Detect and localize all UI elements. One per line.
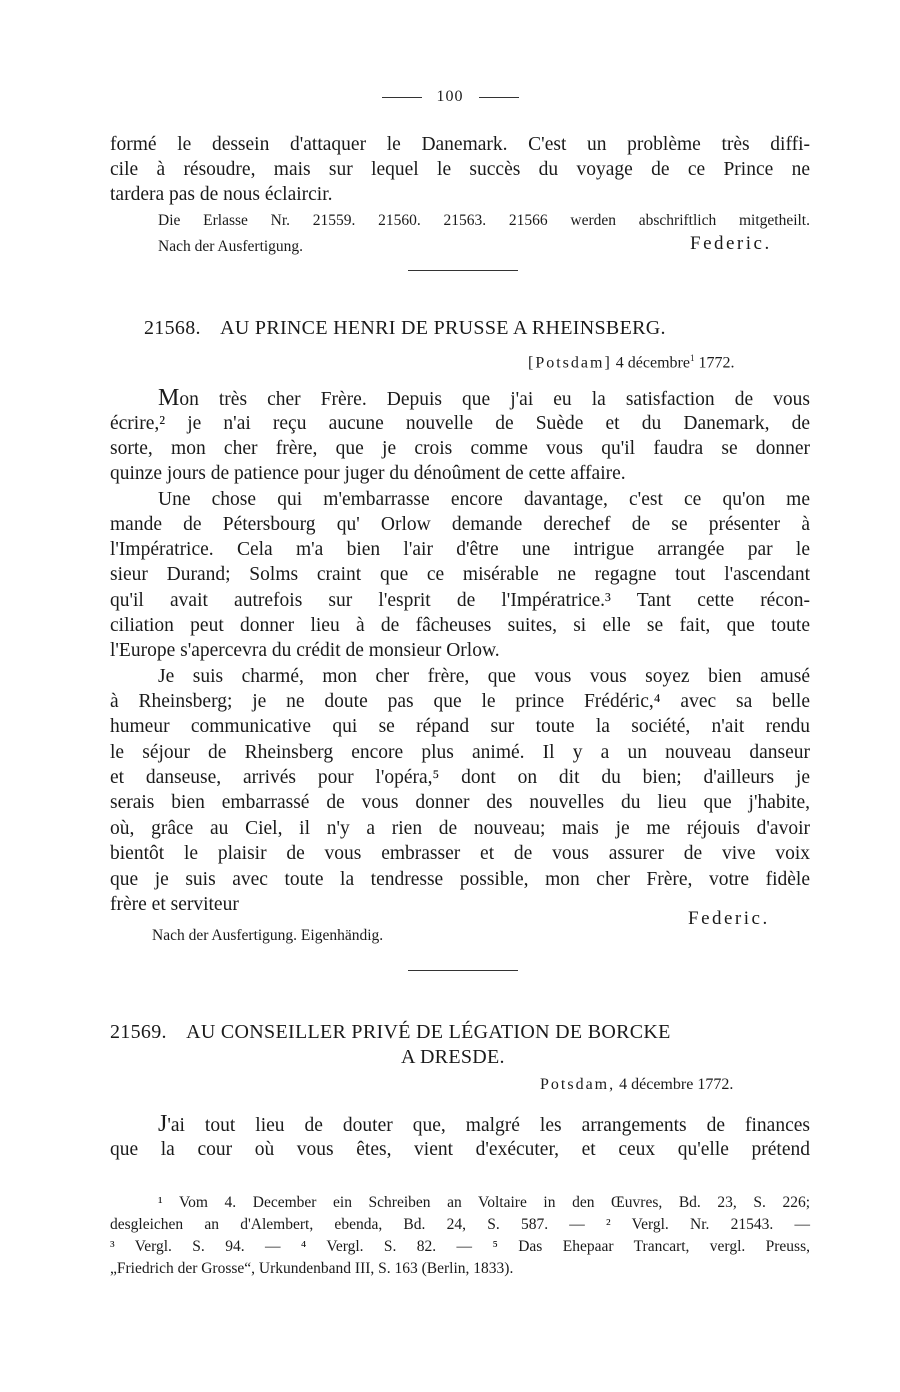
letter1-number: 21568.: [144, 317, 201, 339]
footnote-line: desgleichen an d'Alembert, ebenda, Bd. 24, S. 587. — ² Vergl. Nr. 21543. —: [110, 1216, 810, 1233]
section-divider: [408, 970, 518, 971]
letter2-heading: [110, 1020, 810, 1045]
letter2-line: J'ai tout lieu de douter que, malgré les arrangements de finances: [158, 1111, 810, 1137]
letter1-line: quinze jours de patience pour juger du dénoûment de cette affaire.: [110, 463, 626, 484]
letter2-title-line1: AU CONSEILLER PRIVÉ DE LÉGATION DE BORCKE: [186, 1021, 671, 1043]
letter1-line: qu'il avait autrefois sur l'esprit de l'Impératrice.³ Tant cette récon-: [110, 590, 810, 611]
page-number: 100: [436, 88, 464, 105]
letter1-line: le séjour de Rheinsberg encore plus animé. Il y a un nouveau danseur: [110, 742, 810, 763]
letter1-line: Une chose qui m'embarrasse encore davantage, c'est ce qu'on me: [158, 489, 810, 510]
letter1-line: mande de Pétersbourg qu' Orlow demande derechef de se présenter à: [110, 514, 810, 535]
letter1-date-note: 1: [689, 353, 695, 363]
letter1-date: 4 décembre: [615, 354, 690, 372]
letter2-place: Potsdam,: [540, 1076, 616, 1093]
letter1-place: [Potsdam]: [528, 354, 612, 372]
letter1-dropcap: M: [158, 385, 180, 411]
letter1-line: et danseuse, arrivés pour l'opéra,⁵ dont on dit du bien; d'ailleurs je: [110, 767, 810, 788]
letter2-line: que la cour où vous êtes, vient d'exécuter, et ceux qu'elle prétend: [110, 1139, 810, 1160]
letter1-line: Je suis charmé, mon cher frère, que vous vous soyez bien amusé: [158, 666, 810, 687]
letter1-line: à Rheinsberg; je ne doute pas que le prince Frédéric,⁴ avec sa belle: [110, 691, 810, 712]
letter1-line: l'Europe s'apercevra du crédit de monsieur Orlow.: [110, 640, 500, 661]
letter2-title-line2: A DRESDE.: [401, 1046, 505, 1068]
letter1-line: frère et serviteur: [110, 894, 239, 915]
letter1-line: Mon très cher Frère. Depuis que j'ai eu la satisfaction de vous: [158, 385, 810, 411]
letter2-year: 1772.: [697, 1076, 734, 1093]
intro-note: Die Erlasse Nr. 21559. 21560. 21563. 21566 werden abschriftlich mitgetheilt.: [158, 212, 810, 229]
header-dash-right: [479, 97, 519, 98]
section-divider: [408, 270, 518, 271]
footnote-line: „Friedrich der Grosse“, Urkundenband III, S. 163 (Berlin, 1833).: [110, 1260, 514, 1277]
intro-line: tardera pas de nous éclaircir.: [110, 184, 333, 205]
intro-line: cile à résoudre, mais sur lequel le succès du voyage de ce Prince ne: [110, 159, 810, 180]
letter1-line: où, grâce au Ciel, il n'y a rien de nouveau; mais je me réjouis d'avoir: [110, 818, 810, 839]
letter2-number: 21569.: [110, 1021, 167, 1043]
letter1-line: humeur communicative qui se répand sur toute la société, n'ait rendu: [110, 716, 810, 737]
header-dash-left: [382, 97, 422, 98]
intro-source: Nach der Ausfertigung.: [158, 238, 304, 255]
letter1-signature: Federic.: [688, 908, 770, 929]
letter1-line: que je suis avec toute la tendresse possible, mon cher Frère, votre fidèle: [110, 869, 810, 890]
letter1-line: sieur Durand; Solms craint que ce misérable ne regagne tout l'ascendant: [110, 564, 810, 585]
letter1-heading: [110, 316, 810, 341]
footnote-line: ¹ Vom 4. December ein Schreiben an Voltaire in den Œuvres, Bd. 23, S. 226;: [158, 1194, 810, 1211]
letter2-dateline: [540, 1076, 733, 1094]
letter1-line: l'Impératrice. Cela m'a bien l'air d'être une intrigue arrangée par le: [110, 539, 810, 560]
letter1-year: 1772.: [698, 354, 735, 372]
letter1-line: sorte, mon cher frère, que je crois comme vous qu'il faudra se donner: [110, 438, 810, 459]
letter1-line: serais bien embarrassé de vous donner des nouvelles du lieu que j'habite,: [110, 792, 810, 813]
letter1-source: Nach der Ausfertigung. Eigenhändig.: [152, 927, 384, 944]
letter1-line: ciliation peut donner lieu à de fâcheuses suites, si elle se fait, que toute: [110, 615, 810, 636]
page-header: [0, 88, 900, 106]
intro-signature: Federic.: [690, 233, 772, 254]
intro-line: formé le dessein d'attaquer le Danemark. C'est un problème très diffi-: [110, 134, 810, 155]
letter1-title: AU PRINCE HENRI DE PRUSSE A RHEINSBERG.: [220, 317, 666, 339]
letter1-line: bientôt le plaisir de vous embrasser et de vous assurer de vive voix: [110, 843, 810, 864]
footnote-line: ³ Vergl. S. 94. — ⁴ Vergl. S. 82. — ⁵ Das Ehepaar Trancart, vergl. Preuss,: [110, 1238, 810, 1255]
letter2-dropcap: J: [158, 1111, 168, 1137]
letter1-line: écrire,² je n'ai reçu aucune nouvelle de Suède et du Danemark, de: [110, 413, 810, 434]
letter1-dateline: [528, 353, 734, 372]
letter2-date: 4 décembre: [619, 1076, 694, 1093]
